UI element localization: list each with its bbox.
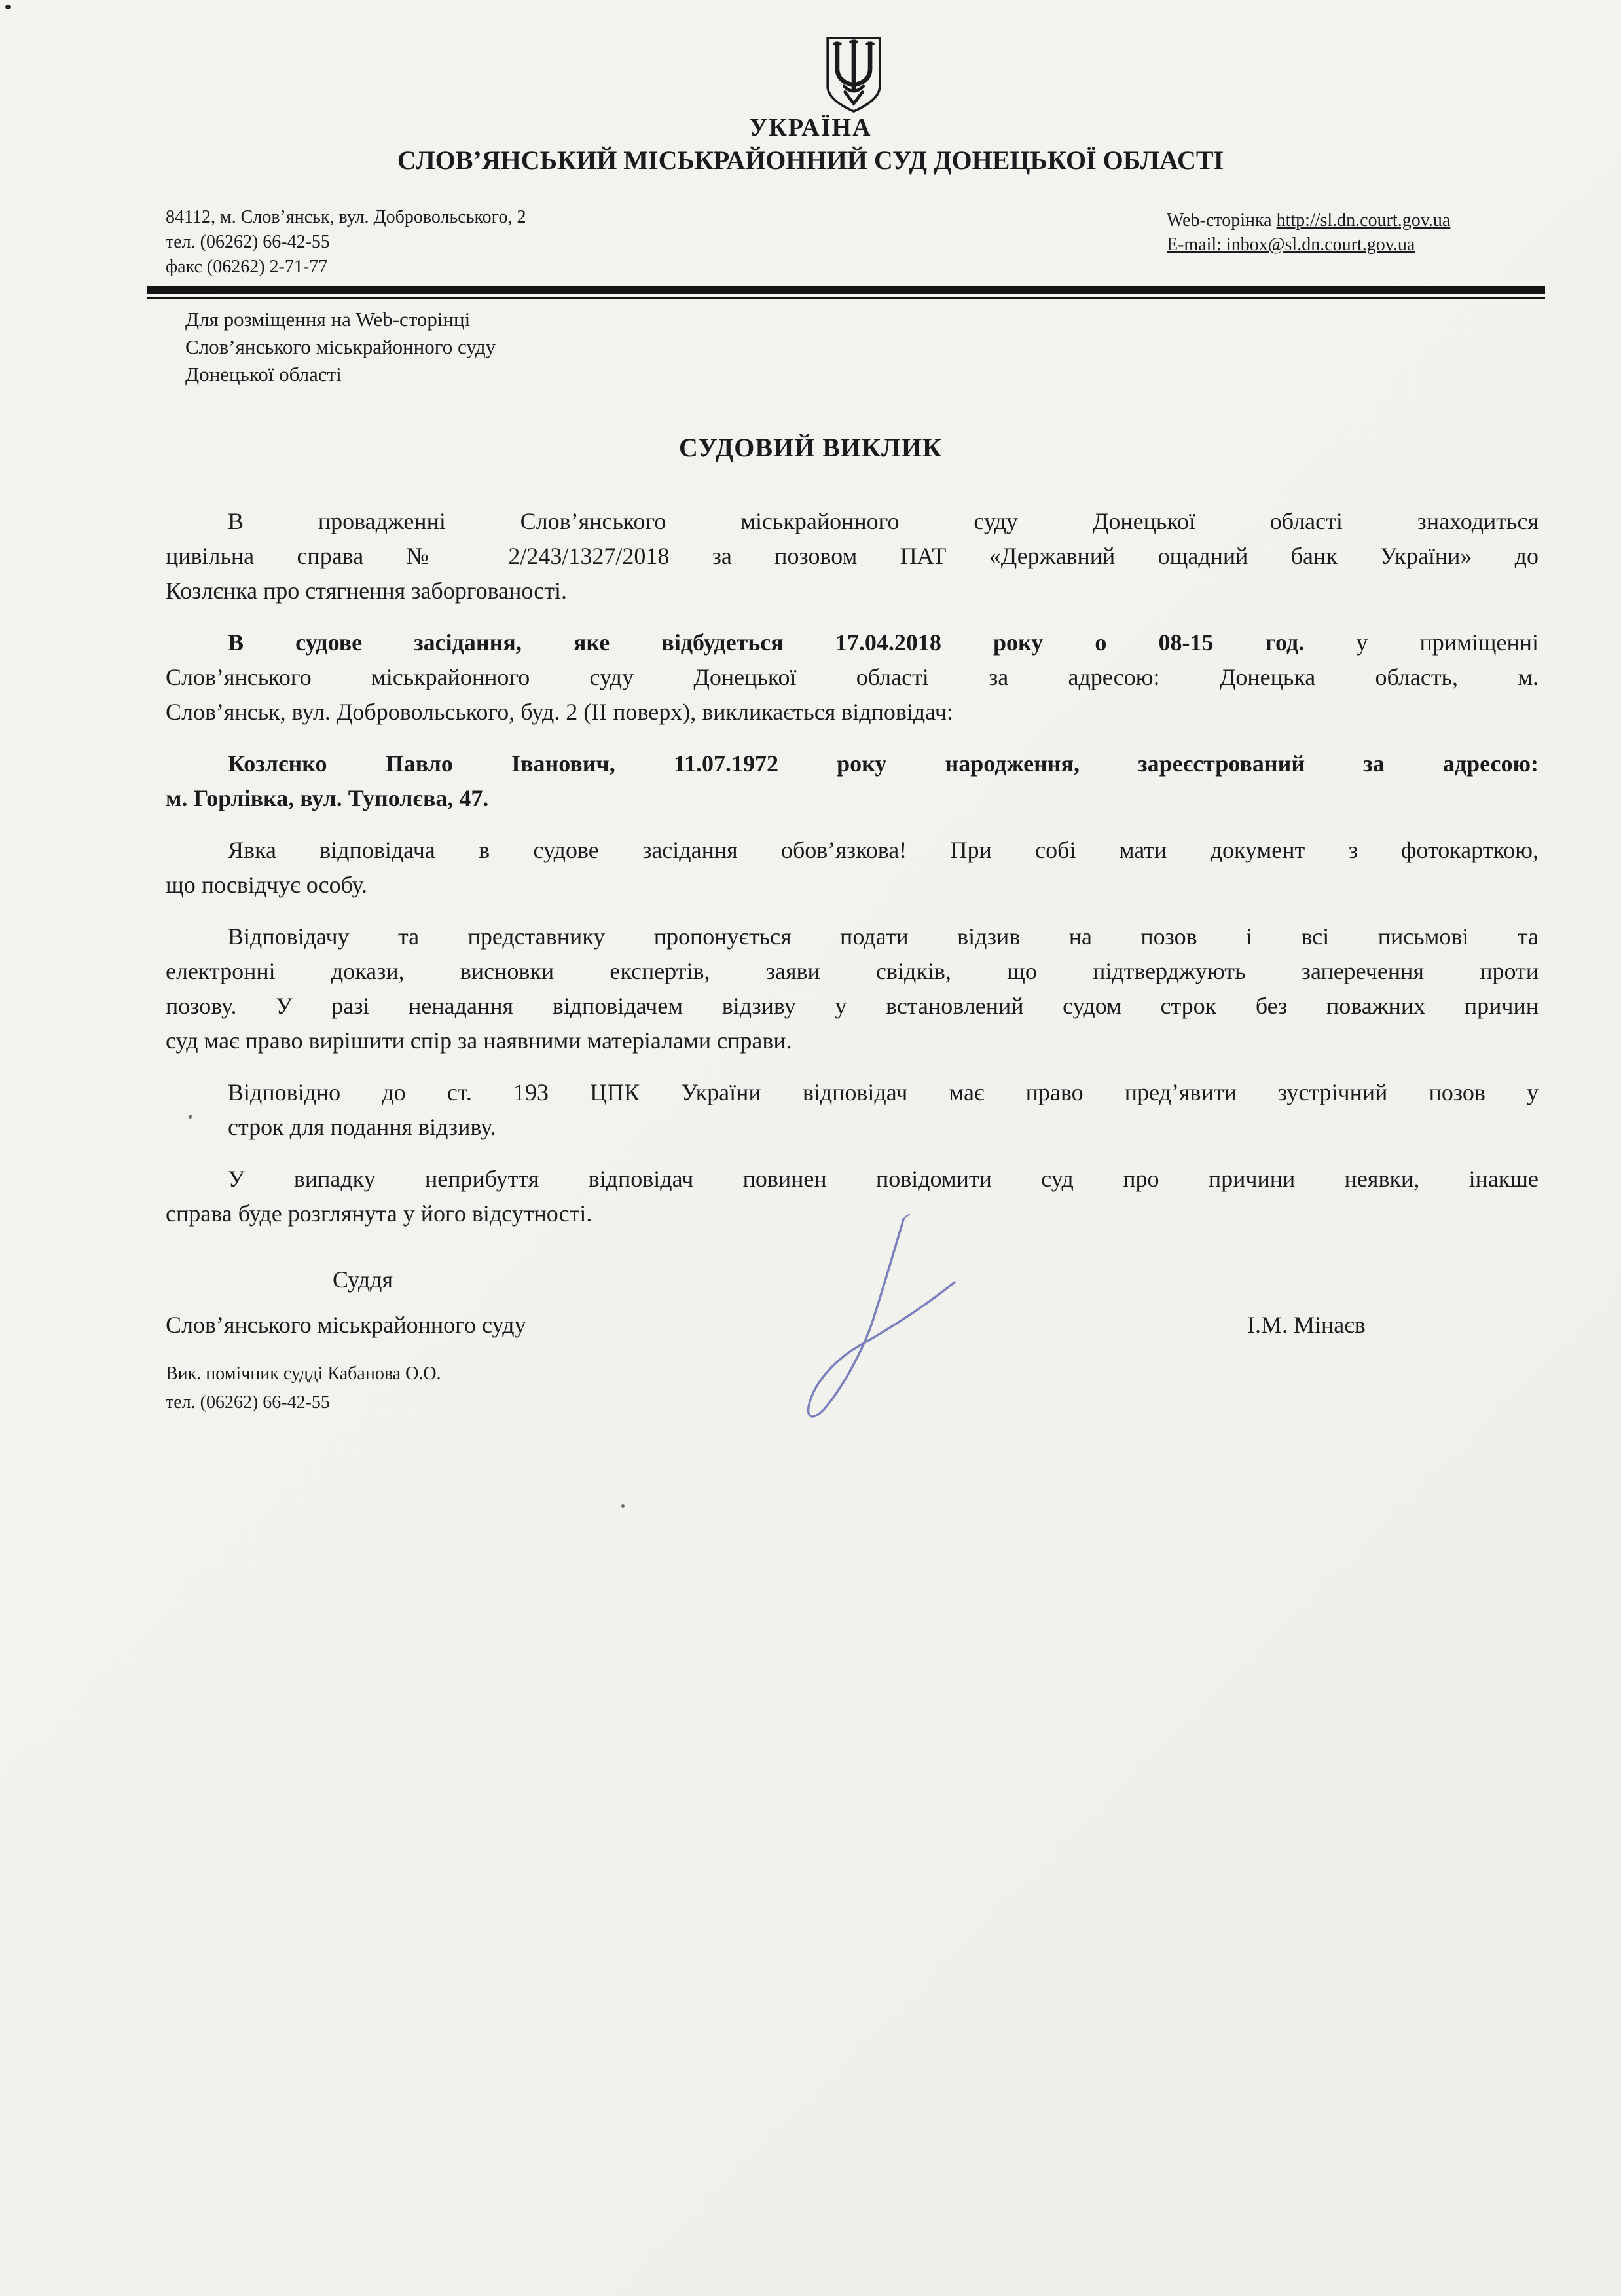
web-placement-note: [185, 306, 496, 388]
executor-phone: тел. (06262) 66-42-55: [166, 1392, 330, 1413]
fax-line: факс (06262) 2-71-77: [166, 257, 328, 277]
judge-court-label: Слов’янського міськрайонного суду: [166, 1312, 526, 1338]
body-line: м. Горлівка, вул. Туполєва, 47.: [166, 785, 489, 811]
body-line: справа буде розглянута у його відсутності.: [166, 1200, 592, 1227]
court-address-block: [166, 205, 526, 280]
body-line: що посвідчує особу.: [166, 872, 367, 898]
body-line: В провадженні Слов’янського міськрайонного суду Донецької області знаходиться: [228, 508, 1539, 534]
executor-name: Вик. помічник судді Кабанова О.О.: [166, 1363, 441, 1384]
divider-thick-line: [147, 286, 1545, 294]
scan-speck: [621, 1504, 625, 1508]
body-line: позову. У разі ненадання відповідачем відзиву у встановлений судом строк без поважних причин: [166, 993, 1539, 1019]
web-label: Web-сторінка: [1167, 210, 1277, 231]
court-name-heading: СЛОВ’ЯНСЬКИЙ МІСЬКРАЙОННИЙ СУД ДОНЕЦЬКОЇ ОБЛАСТІ: [397, 145, 1224, 175]
hearing-datetime-bold: В судове засідання, яке відбудеться 17.04.2018 року о 08-15 год.: [228, 629, 1305, 656]
coat-of-arms-icon: [824, 36, 884, 113]
body-line: У випадку неприбуття відповідач повинен повідомити суд про причини неявки, інакше: [228, 1166, 1539, 1192]
body-line: цивільна справа № 2/243/1327/2018 за позовом ПАТ «Державний ощадний банк України» до: [166, 543, 1539, 569]
body-line-rest: у приміщенні: [1304, 629, 1539, 656]
country-name: УКРАЇНА: [749, 114, 872, 141]
body-line: Слов’янськ, вул. Добровольського, буд. 2 (ІІ поверх), викликається відповідач:: [166, 699, 953, 725]
body-line: строк для подання відзиву.: [228, 1114, 496, 1140]
paragraph-attendance-required: [166, 833, 1539, 902]
note-line: Для розміщення на Web-сторінці: [185, 308, 471, 331]
court-web-block: [1167, 208, 1450, 257]
body-line: Слов’янського міськрайонного суду Донецької області за адресою: Донецька область, м.: [166, 664, 1539, 690]
body-line: суд має право вирішити спір за наявними матеріалами справи.: [166, 1028, 792, 1054]
phone-line: тел. (06262) 66-42-55: [166, 232, 330, 252]
document-body: [166, 504, 1539, 1248]
judge-signature-icon: [776, 1212, 979, 1428]
judge-name: І.М. Мінаєв: [1247, 1312, 1366, 1338]
paragraph-response-instructions: [166, 919, 1539, 1058]
scan-speck: [5, 5, 11, 9]
note-line: Донецької області: [185, 363, 342, 386]
body-line: Явка відповідача в судове засідання обов’язкова! При собі мати документ з фотокарткою,: [228, 837, 1539, 863]
body-line: Козлєнко Павло Іванович, 11.07.1972 року народження, зареєстрований за адресою:: [228, 750, 1539, 777]
web-url-link: http://sl.dn.court.gov.ua: [1276, 210, 1451, 231]
document-title: СУДОВИЙ ВИКЛИК: [679, 433, 942, 462]
divider-thin-line: [147, 297, 1545, 299]
body-line: Відповідно до ст. 193 ЦПК України відповідач має право пред’явити зустрічний позов у: [228, 1079, 1539, 1105]
email-link: E-mail: inbox@sl.dn.court.gov.ua: [1167, 234, 1415, 255]
body-line: електронні докази, висновки експертів, заяви свідків, що підтверджують заперечення проти: [166, 958, 1539, 984]
body-line: Відповідачу та представнику пропонується подати відзив на позов і всі письмові та: [228, 923, 1539, 950]
judge-role-label: Суддя: [333, 1267, 393, 1293]
paragraph-hearing-info: [166, 625, 1539, 730]
header-divider: [147, 286, 1545, 299]
body-line: Козлєнка про стягнення заборгованості.: [166, 578, 567, 604]
paragraph-defendant-info: [166, 747, 1539, 816]
web-line: [1167, 208, 1450, 232]
executor-block: [166, 1360, 441, 1417]
scan-speck: [189, 1115, 192, 1119]
body-line: [166, 625, 1539, 660]
address-line: 84112, м. Слов’янськ, вул. Добровольського, 2: [166, 207, 526, 227]
note-line: Слов’янського міськрайонного суду: [185, 335, 496, 358]
paragraph-counterclaim-right: [166, 1075, 1539, 1145]
paragraph-case-info: [166, 504, 1539, 608]
